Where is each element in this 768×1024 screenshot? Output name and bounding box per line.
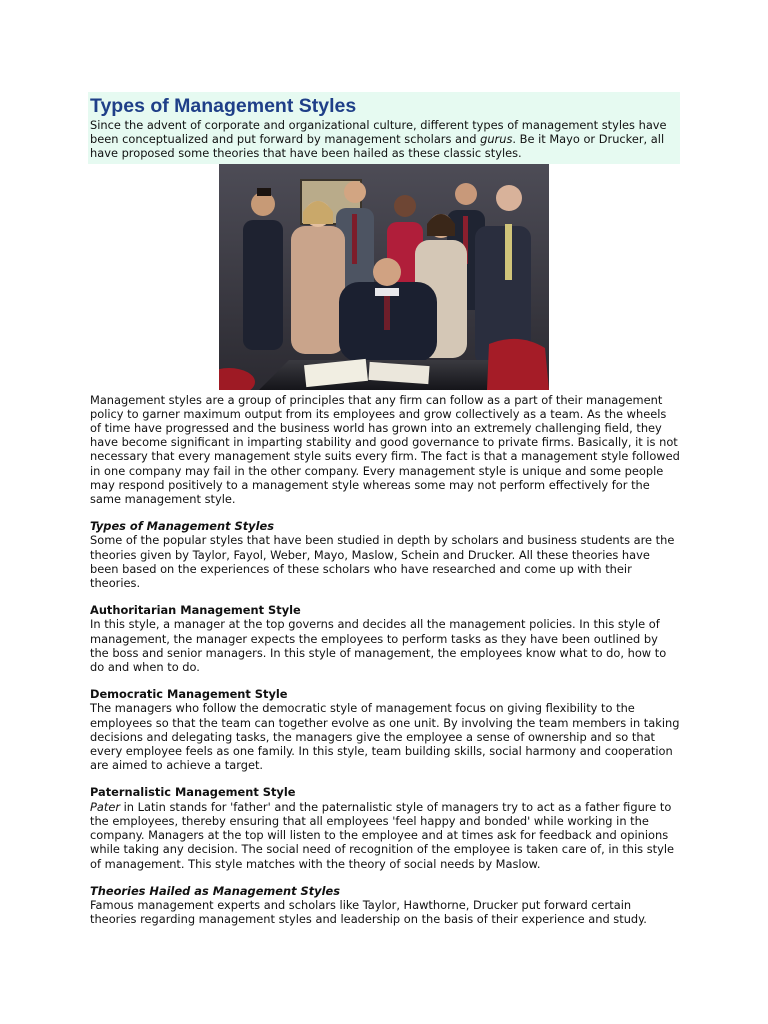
section-paternalistic [90,785,680,870]
section-body: The managers who follow the democratic style of management focus on giving flexibility to the employees so that the team can together evolve as one unit. By involving the team members in taking decisions and delegating tasks, the managers give the employee a sense of ownership and so that every employee feels as one family. In this style, team building skills, social harmony and cooperation are aimed to achieve a target. [90,701,680,773]
intro-paragraph [90,118,676,161]
team-photo [219,164,549,390]
section-body: In this style, a manager at the top governs and decides all the management policies. In this style of management, the manager expects the employees to perform tasks as they have been outlined by the boss and senior managers. In this style of management, the employees know what to do, how to do and when to do. [90,617,667,675]
section-theories [90,884,680,927]
section-body [90,800,680,871]
intro-text-end: . Be it Mayo or Drucker, all have proposed some theories that have been hailed as these classic styles. [90,132,665,161]
latin-term-pater: Pater [90,799,121,814]
section-heading: Authoritarian Management Style [90,603,301,618]
article-title: Types of Management Styles [90,95,357,117]
section-heading: Types of Management Styles [90,519,274,534]
photo-container [90,164,680,390]
red-chair-right [487,338,549,389]
section-body: Famous management experts and scholars like Taylor, Hawthorne, Drucker put forward certain theories regarding management styles and leadership on the basis of their experience and study. [90,897,647,927]
intro-box [88,92,680,164]
section-democratic [90,687,680,772]
section-body: Some of the popular styles that have been studied in depth by scholars and business students are the theories given by Taylor, Fayol, Weber, Mayo, Maslow, Schein and Drucker. All these theories have been based on the experiences of these scholars who have researched and come up with their theories. [90,533,675,591]
section-types [90,519,680,590]
intro-text-start: Since the advent of corporate and organizational culture, different types of management styles have been conceptualized and put forward by management scholars and [90,118,667,147]
section-heading: Democratic Management Style [90,687,288,702]
intro-emphasis-gurus: gurus [480,132,513,147]
section-heading: Paternalistic Management Style [90,785,296,800]
definition-paragraph: Management styles are a group of principles that any firm can follow as a part of their management policy to garner maximum output from its employees and grow collectively as a team. As the wheels of time have progressed and the business world has grown into an extremely challenging field, they have become significant in imparting stability and good governance to private firms. Basically, it is not necessary that every management style suits every firm. The fact is that a management style followed in one company may fail in the other company. Every management style is unique and some people may respond positively to a management style whereas some may not perform effectively for the same management style. [90,392,680,507]
section-authoritarian [90,603,680,674]
article [90,92,680,926]
section-body-text: in Latin stands for 'father' and the paternalistic style of managers try to act as a father figure to the employees, thereby ensuring that all employees 'feel happy and bonded' while working in the company. Managers at the top will listen to the employee and at times ask for feedback and opinions while taking any decision. The social need of recognition of the employee is taken care of, in this style of management. This style matches with the theory of social needs by Maslow. [90,799,675,871]
section-heading: Theories Hailed as Management Styles [90,883,341,898]
